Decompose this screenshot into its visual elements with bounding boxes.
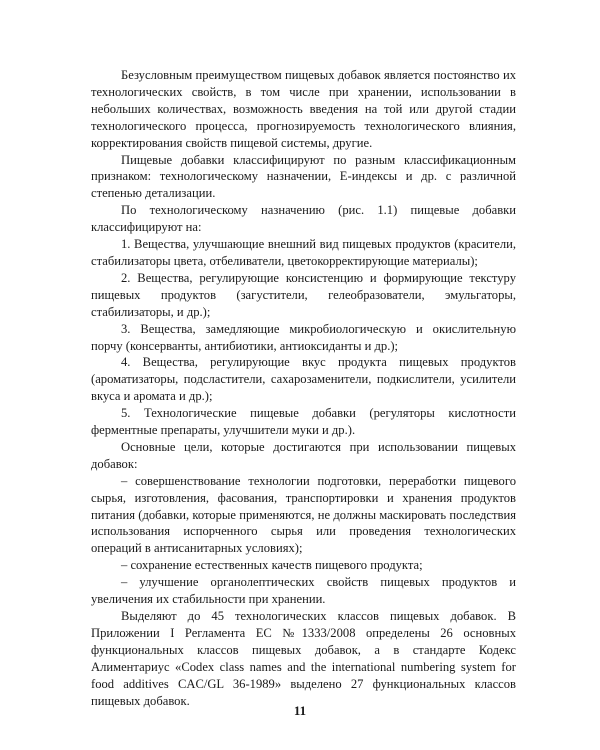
list-item-spoilage: 3. Вещества, замедляющие микробиологическую и окислительную порчу (консерванты, антибиотики, антиоксиданты и др.);	[91, 321, 516, 353]
body-text	[91, 67, 516, 709]
paragraph-classification: Пищевые добавки классифицируют по разным классификационным признаком: технологическому назначении, Е-индексы и др. с различной степенью детализации.	[91, 152, 516, 201]
list-item-technological: 5. Технологические пищевые добавки (регуляторы кислотности ферментные препараты, улучшители муки и др.).	[91, 406, 516, 438]
goal-item-organoleptic: – улучшение органолептических свойств пищевых продуктов и увеличения их стабильности при хранении.	[91, 575, 516, 607]
paragraph-classes: Выделяют до 45 технологических классов пищевых добавок. В Приложении I Регламента ЕС №1333/2008 определены 26 основных функциональных классов пищевых добавок, а в стандарте Кодекс Алиментариус «Codex class names and the international numbering system for food additives CAC/GL 36-1989» выделено 27 функциональных классов пищевых добавок.	[91, 609, 516, 708]
list-item-appearance: 1. Вещества, улучшающие внешний вид пищевых продуктов (красители, стабилизаторы цвета, отбеливатели, цветокорректирующие материалы);	[91, 237, 516, 268]
goal-item-technology: – совершенствование технологии подготовки, переработки пищевого сырья, изготовления, фасования, транспортировки и хранения продуктов питания (добавки, которые применяются, не должны маскировать последствия использования испорченного сырья или проведения технологических операций в антисанитарных условиях);	[91, 473, 516, 556]
paragraph-technological-purpose: По технологическому назначению (рис. 1.1) пищевые добавки классифицируют на:	[91, 203, 516, 235]
paragraph-main-goals: Основные цели, которые достигаются при использовании пищевых добавок:	[91, 439, 516, 471]
paragraph-advantages: Безусловным преимуществом пищевых добавок является постоянство их технологических свойств, в том числе при хранении, использовании в небольших количествах, возможность введения на той или другой стадии технологического процесса, прогнозируемость технологического влияния, корректирования свойств пищевой системы, другие.	[91, 68, 516, 150]
list-item-taste: 4. Вещества, регулирующие вкус продукта пищевых продуктов (ароматизаторы, подсластители, сахарозаменители, подкислители, усилители вкуса и аромата и др.);	[91, 355, 516, 404]
list-item-consistency: 2. Вещества, регулирующие консистенцию и формирующие текстуру пищевых продуктов (загустители, гелеобразователи, эмульгаторы, стабилизаторы, и др.);	[91, 270, 516, 319]
goal-item-preservation: – сохранение естественных качеств пищевого продукта;	[121, 558, 423, 573]
page-number: 11	[293, 703, 307, 718]
